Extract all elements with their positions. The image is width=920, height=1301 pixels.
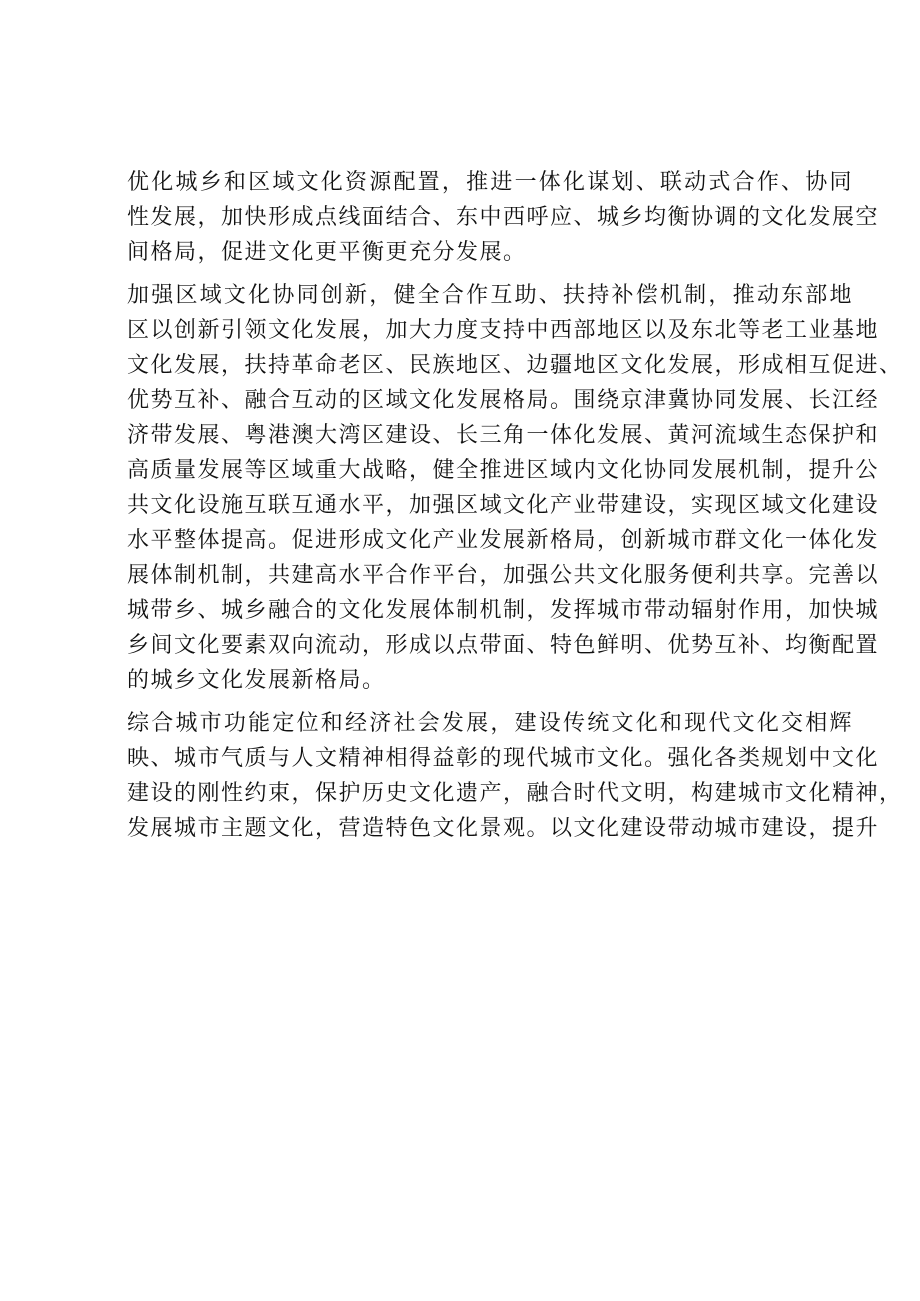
text-line: 映、城市气质与人文精神相得益彰的现代城市文化。强化各类规划中文化: [127, 746, 880, 771]
text-line: 加强区域文化协同创新，健全合作互助、扶持补偿机制，推动东部地: [127, 283, 853, 308]
text-line: 高质量发展等区域重大战略，健全推进区域内文化协同发展机制，提升公: [127, 458, 880, 483]
text-line: 建设的刚性约束，保护历史文化遗产，融合时代文明，构建城市文化精神，: [127, 781, 903, 806]
text-line: 性发展，加快形成点线面结合、东中西呼应、城乡均衡协调的文化发展空: [127, 205, 880, 230]
text-line: 济带发展、粤港澳大湾区建设、长三角一体化发展、黄河流域生态保护和: [127, 423, 880, 448]
text-line: 展体制机制，共建高水平合作平台，加强公共文化服务便利共享。完善以: [127, 563, 880, 588]
text-line: 水平整体提高。促进形成文化产业发展新格局，创新城市群文化一体化发: [127, 528, 880, 553]
text-line: 城带乡、城乡融合的文化发展体制机制，发挥城市带动辐射作用，加快城: [127, 598, 880, 623]
text-line: 乡间文化要素双向流动，形成以点带面、特色鲜明、优势互补、均衡配置: [127, 633, 880, 658]
paragraph-1: [83, 165, 880, 270]
text-line: 优化城乡和区域文化资源配置，推进一体化谋划、联动式合作、协同: [127, 170, 853, 195]
document-body: [83, 165, 903, 854]
text-line: 发展城市主题文化，营造特色文化景观。以文化建设带动城市建设，提升: [127, 816, 880, 841]
text-line: 共文化设施互联互通水平，加强区域文化产业带建设，实现区域文化建设: [127, 493, 880, 518]
paragraph-2: [83, 278, 903, 698]
text-line: 的城乡文化发展新格局。: [127, 668, 386, 693]
text-line: 间格局，促进文化更平衡更充分发展。: [127, 240, 527, 265]
text-line: 文化发展，扶持革命老区、民族地区、边疆地区文化发展，形成相互促进、: [127, 353, 903, 378]
text-line: 优势互补、融合互动的区域文化发展格局。围绕京津冀协同发展、长江经: [127, 388, 880, 413]
text-line: 区以创新引领文化发展，加大力度支持中西部地区以及东北等老工业基地: [127, 318, 880, 343]
text-line: 综合城市功能定位和经济社会发展，建设传统文化和现代文化交相辉: [127, 711, 853, 736]
paragraph-3: [83, 706, 903, 846]
